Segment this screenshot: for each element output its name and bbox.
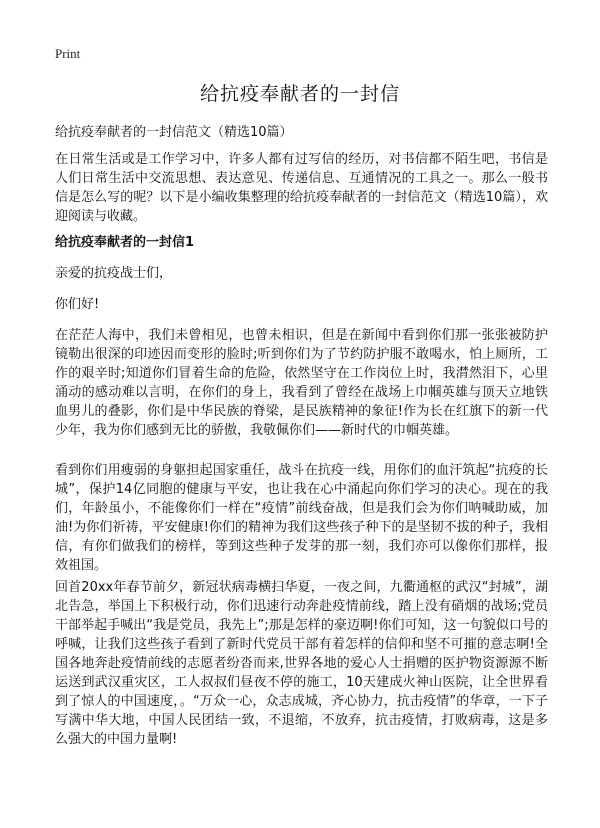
body-paragraph: 在茫茫人海中，我们未曾相见，也曾未相识，但是在新闻中看到你们那一张张被防护镜勒出很深的印迹因而变形的脸时;听到你们为了节约防护服不敢喝水，怕上厕所，工作的艰辛时;知道你们冒着生命的危险，依然坚守在工作岗位上时，我潸然泪下，心里涌动的感动难以言明，在你们的身上，我看到了曾经在战场上巾帼英雄与顶天立地铁血男儿的叠影，你们是中华民族的脊梁，是民族精神的象征!作为长在红旗下的新一代少年，我为你们感到无比的骄傲，我敬佩你们——新时代的巾帼英雄。 [55, 328, 548, 438]
greeting: 你们好! [55, 297, 100, 312]
page-title: 给抗疫奉献者的一封信 [199, 83, 400, 105]
intro-paragraph: 在日常生活或是工作学习中，许多人都有过写信的经历，对书信都不陌生吧，书信是人们日常生活中交流思想、表达意见、传递信息、互通情况的工具之一。那么一般书信是怎么写的呢？以下是小编收集整理的给抗疫奉献者的一封信范文（精选10篇），欢迎阅读与收藏。 [55, 152, 548, 224]
section-heading: 给抗疫奉献者的一封信1 [55, 235, 195, 250]
body-paragraph: 回首20xx年春节前夕，新冠状病毒横扫华夏，一夜之间，九衢通枢的武汉“封城”，湖北告急，举国上下积极行动，你们迅速行动奔赴疫情前线，踏上没有硝烟的战场;党员干部举起手喊出“我是党员，我先上”;那是怎样的豪迈啊!你们可知，这一句貌似口号的呼喊，让我们这些孩子看到了新时代党员干部有着怎样的信仰和坚不可摧的意志啊!全国各地奔赴疫情前线的志愿者纷沓而来,世界各地的爱心人士捐赠的医护物资源源不断运送到武汉重灾区，工人叔叔们昼夜不停的施工，10天建成火神山医院，让全世界看到了惊人的中国速度，。“万众一心，众志成城，齐心协力，抗击疫情”的华章，一下子写满中华大地，中国人民团结一致，不退缩，不放弃，抗击疫情，打败病毒，这是多么强大的中国力量啊! [55, 580, 548, 747]
body-paragraph: 看到你们用瘦弱的身躯担起国家重任，战斗在抗疫一线，用你们的血汗筑起“抗疫的长城”，保护14亿同胞的健康与平安，也让我在心中涌起向你们学习的决心。现在的我们，年龄虽小，不能像你们一样在“疫情”前线奋战，但是我们会为你们呐喊助威，加油!为你们祈祷，平安健康!你们的精神为我们这些孩子种下的是坚韧不拔的种子，我相信，有你们做我们的榜样，等到这些种子发芽的那一刻，我们亦可以像你们那样，报效祖国。 [55, 463, 548, 573]
salutation: 亲爱的抗疫战士们， [55, 266, 173, 281]
subtitle: 给抗疫奉献者的一封信范文（精选10篇） [55, 125, 293, 140]
print-link[interactable]: Print [55, 46, 81, 61]
